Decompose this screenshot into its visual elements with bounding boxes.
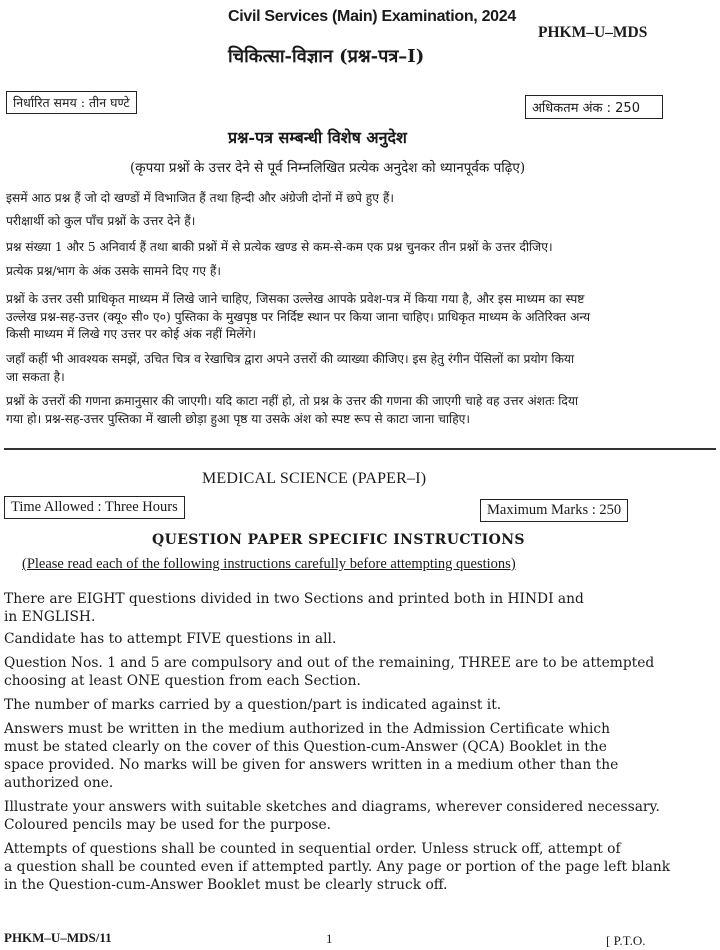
english-instruction-line: in the Question-cum-Answer Booklet must be clearly struck off.	[4, 877, 448, 893]
hindi-instruction-line: प्रश्न संख्या 1 और 5 अनिवार्य हैं तथा बाकी प्रश्नों में से प्रत्येक खण्ड से कम-से-कम एक प्रश्न चुनकर तीन प्रश्नों के उत्तर दीजिए।	[6, 240, 553, 254]
hindi-instruction-line: गया हो। प्रश्न-सह-उत्तर पुस्तिका में खाली छोड़ा हुआ पृष्ठ या उसके अंश को स्पष्ट रूप से काटा जाना चाहिए।	[6, 412, 471, 426]
english-instruction-line: Illustrate your answers with suitable sketches and diagrams, wherever considered necessary.	[4, 799, 660, 815]
instructions-subheading-hindi: (कृपया प्रश्नों के उत्तर देने से पूर्व निम्नलिखित प्रत्येक अनुदेश को ध्यानपूर्वक पढ़िए)	[130, 160, 526, 176]
english-instruction-line: in ENGLISH.	[4, 609, 96, 625]
hindi-instruction-line: जा सकता है।	[6, 370, 65, 384]
page-number: 1	[326, 931, 333, 946]
instructions-subheading-english: (Please read each of the following instructions carefully before attempting questions)	[22, 556, 516, 572]
english-instruction-line: must be stated clearly on the cover of this Question-cum-Answer (QCA) Booklet in the	[4, 739, 607, 755]
paper-code: PHKM–U–MDS	[538, 24, 648, 41]
section-divider	[4, 448, 716, 450]
hindi-instruction-line: इसमें आठ प्रश्न हैं जो दो खण्डों में विभाजित हैं तथा हिन्दी और अंग्रेजी दोनों में छपे हुए हैं।	[6, 191, 394, 205]
pto-marker: [ P.T.O.	[606, 933, 646, 948]
english-instruction-line: a question shall be counted even if attempted partly. Any page or portion of the page left blank	[4, 859, 671, 875]
english-instruction-line: Candidate has to attempt FIVE questions in all.	[4, 631, 337, 647]
hindi-instruction-line: उल्लेख प्रश्न-सह-उत्तर (क्यू० सी० ए०) पुस्तिका के मुखपृष्ठ पर निर्दिष्ट स्थान पर किया जाना चाहिए। प्राधिकृत माध्यम के अतिरिक्त अन्य	[6, 310, 591, 324]
hindi-instruction-line: परीक्षार्थी को कुल पाँच प्रश्नों के उत्तर देने हैं।	[6, 214, 196, 228]
exam-header: Civil Services (Main) Examination, 2024	[228, 8, 516, 25]
english-instruction-line: space provided. No marks will be given for answers written in a medium other than the	[4, 757, 619, 773]
maximum-marks-english: Maximum Marks : 250	[480, 499, 628, 522]
english-instruction-line: The number of marks carried by a question/part is indicated against it.	[4, 697, 502, 713]
english-instruction-line: There are EIGHT questions divided in two Sections and printed both in HINDI and	[4, 591, 584, 607]
footer-paper-code: PHKM–U–MDS/11	[4, 930, 112, 945]
english-instruction-line: choosing at least ONE question from each Section.	[4, 673, 361, 689]
maximum-marks-hindi: अधिकतम अंक : 250	[525, 95, 663, 119]
subject-title-hindi: चिकित्सा-विज्ञान (प्रश्न-पत्र–I)	[228, 46, 425, 67]
hindi-instruction-line: जहाँ कहीं भी आवश्यक समझें, उचित चित्र व रेखाचित्र द्वारा अपने उत्तरों की व्याख्या कीजिए। इस हेतु रंगीन पेंसिलों का प्रयोग किया	[6, 352, 575, 366]
english-instruction-line: authorized one.	[4, 775, 114, 791]
time-allowed-english: Time Allowed : Three Hours	[4, 496, 185, 519]
english-instruction-line: Answers must be written in the medium authorized in the Admission Certificate which	[4, 721, 611, 737]
english-instruction-line: Attempts of questions shall be counted in sequential order. Unless struck off, attempt of	[4, 841, 621, 857]
hindi-instruction-line: प्रत्येक प्रश्न/भाग के अंक उसके सामने दिए गए हैं।	[6, 264, 221, 278]
subject-title-english: MEDICAL SCIENCE (PAPER–I)	[202, 470, 427, 487]
hindi-instruction-line: प्रश्नों के उत्तरों की गणना क्रमानुसार की जाएगी। यदि काटा नहीं हो, तो प्रश्न के उत्तर की गणना की जाएगी चाहे वह उत्तर अंशतः दिया	[6, 394, 579, 408]
instructions-heading-hindi: प्रश्न-पत्र सम्बन्धी विशेष अनुदेश	[228, 128, 407, 147]
english-instruction-line: Coloured pencils may be used for the purpose.	[4, 817, 332, 833]
time-allowed-hindi: निर्धारित समय : तीन घण्टे	[6, 91, 137, 114]
hindi-instruction-line: प्रश्नों के उत्तर उसी प्राधिकृत माध्यम में लिखे जाने चाहिए, जिसका उल्लेख आपके प्रवेश-पत्र में किया गया है, और इस माध्यम का स्पष्ट	[6, 292, 585, 306]
instructions-heading-english: QUESTION PAPER SPECIFIC INSTRUCTIONS	[152, 532, 525, 548]
english-instruction-line: Question Nos. 1 and 5 are compulsory and out of the remaining, THREE are to be attempted	[4, 655, 655, 671]
hindi-instruction-line: किसी माध्यम में लिखे गए उत्तर पर कोई अंक नहीं मिलेंगे।	[6, 327, 257, 341]
